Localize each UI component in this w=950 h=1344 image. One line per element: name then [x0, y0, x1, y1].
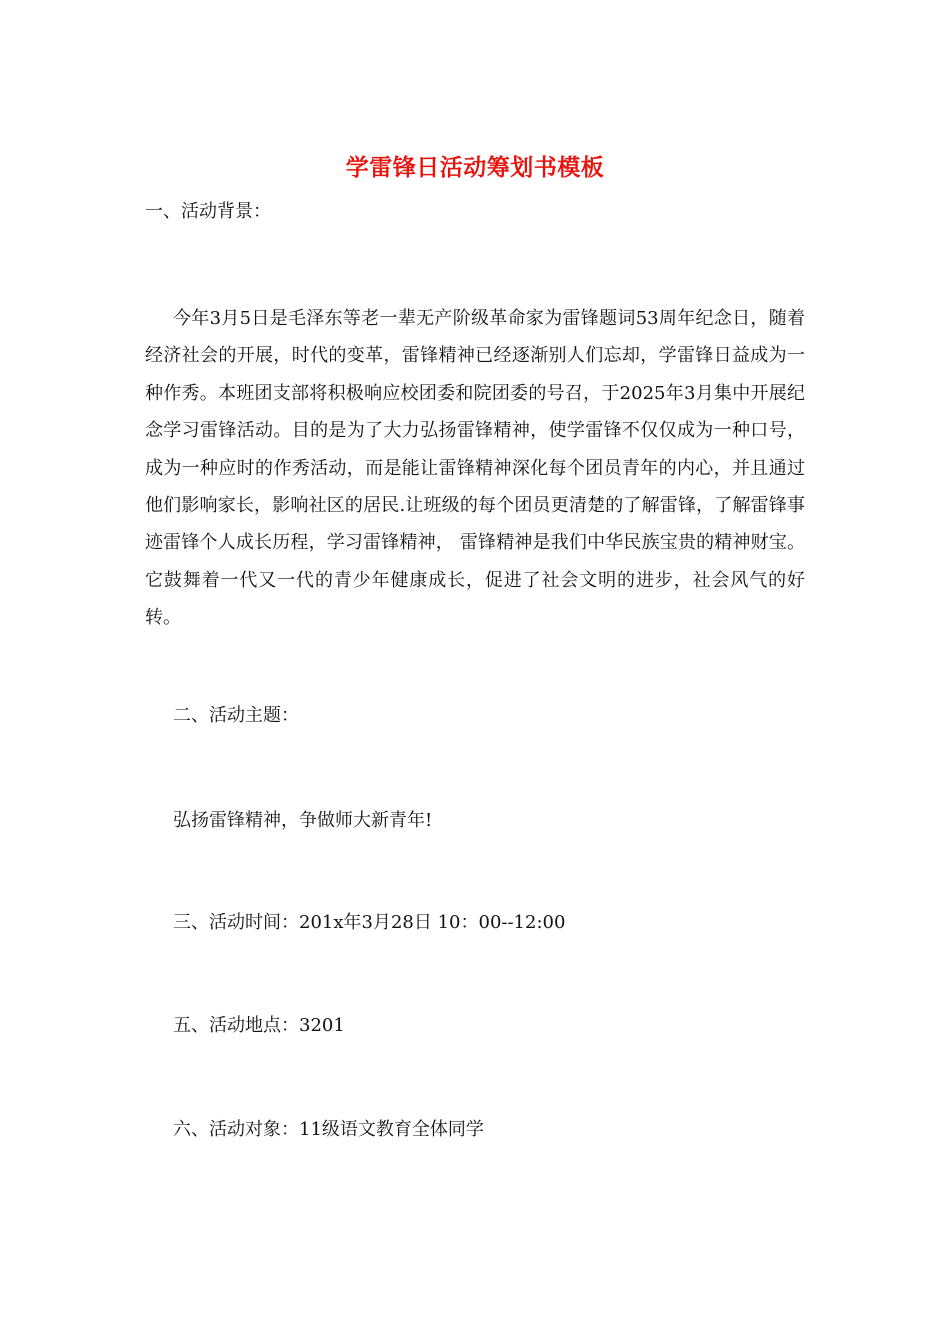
activity-time: 三、活动时间：201x年3月28日 10：00--12:00	[173, 912, 566, 933]
section-background-heading: 一、活动背景：	[145, 201, 271, 222]
background-paragraph: 今年3月5日是毛泽东等老一辈无产阶级革命家为雷锋题词53周年纪念日，随着经济社会的开展，时代的变革，雷锋精神已经逐渐别人们忘却，学雷锋日益成为一种作秀。本班团支部将积极响应校团委和院团委的号召，于2025年3月集中开展纪念学习雷锋活动。目的是为了大力弘扬雷锋精神，使学雷锋不仅仅成为一种口号，成为一种应时的作秀活动，而是能让雷锋精神深化每个团员青年的内心，并且通过他们影响家长，影响社区的居民.让班级的每个团员更清楚的了解雷锋，了解雷锋事迹雷锋个人成长历程，学习雷锋精神， 雷锋精神是我们中华民族宝贵的精神财宝。它鼓舞着一代又一代的青少年健康成长，促进了社会文明的进步，社会风气的好转。	[145, 308, 805, 629]
section-theme-heading: 二、活动主题：	[173, 705, 299, 726]
activity-place: 五、活动地点：3201	[173, 1015, 345, 1036]
theme-text: 弘扬雷锋精神，争做师大新青年!	[173, 810, 433, 831]
document-title: 学雷锋日活动筹划书模板	[345, 154, 605, 181]
activity-target: 六、活动对象：11级语文教育全体同学	[173, 1119, 484, 1140]
